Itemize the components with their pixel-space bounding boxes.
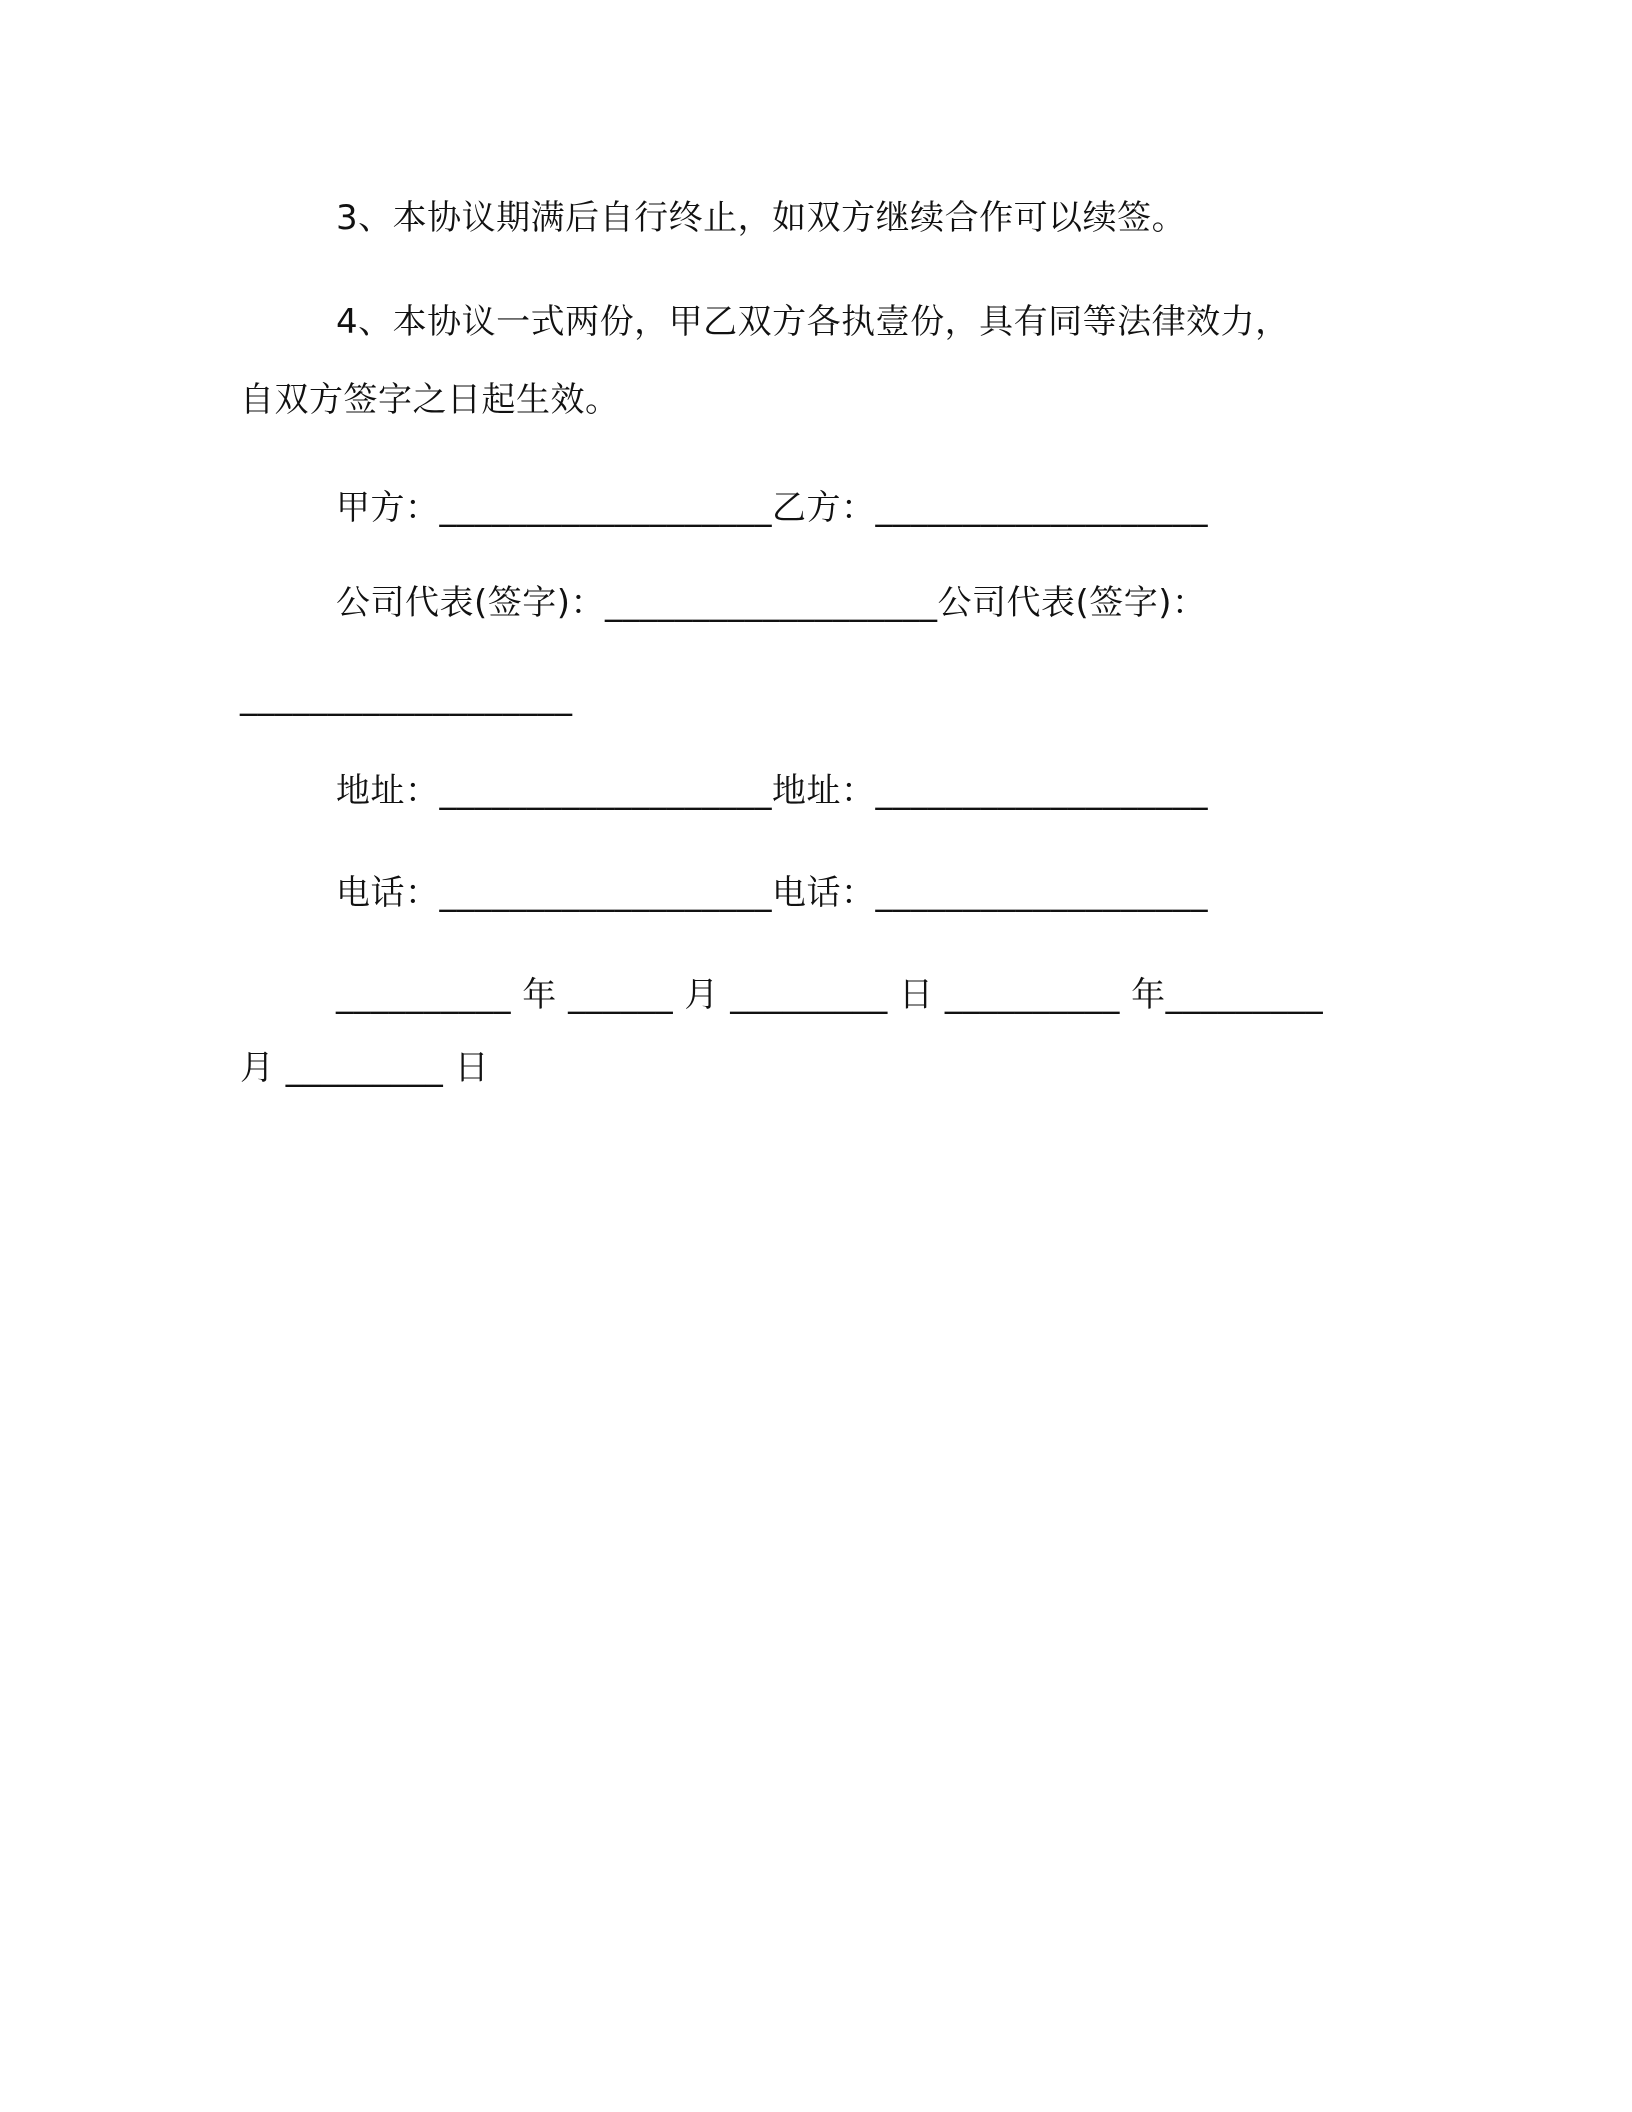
clause-4-line-1: 4、本协议一式两份，甲乙双方各执壹份，具有同等法律效力， [336,302,1290,342]
clause-4-line-2: 自双方签字之日起生效。 [240,380,620,420]
party-signature-row: 甲方：___________________乙方：___________________ [336,488,1208,528]
company-rep-row: 公司代表(签字)：___________________公司代表(签字)： [336,583,1207,623]
date-row-line-2: 月 _________ 日 [240,1048,490,1088]
date-row-line-1: __________ 年 ______ 月 _________ 日 __________ 年_________ [336,975,1324,1015]
phone-row: 电话：___________________电话：___________________ [336,873,1208,913]
address-row: 地址：___________________地址：___________________ [336,771,1208,811]
company-rep-row-continued: ___________________ [240,677,573,717]
clause-3: 3、本协议期满后自行终止，如双方继续合作可以续签。 [336,198,1187,238]
